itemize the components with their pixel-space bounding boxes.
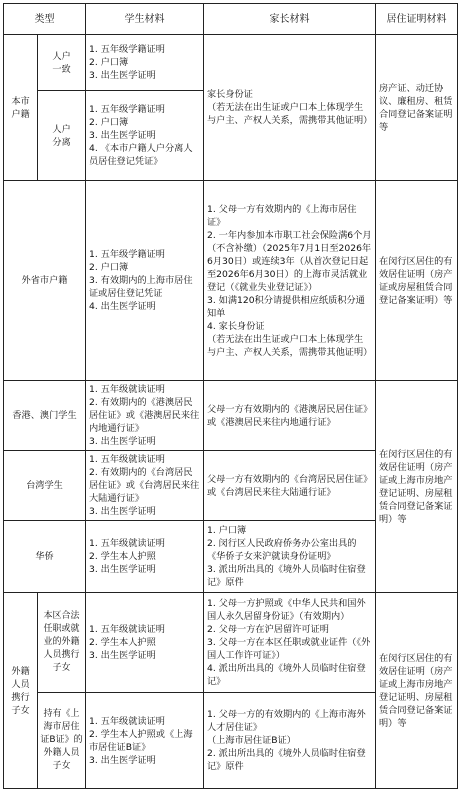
row-foreign-employed: [4, 593, 458, 693]
category-hk-macao: 香港、澳门学生: [4, 381, 86, 451]
header-type: 类型: [4, 4, 86, 35]
parent-foreign-b-permit: 1. 父母一方的有效期内的《上海市海外人才居住证》 （上海市居住证B证） 2. 派出所出具的《境外人员临时住宿登记》原件: [204, 693, 376, 789]
student-hk-macao: 1. 五年级就读证明 2. 有效期内的《港澳居民居住证》或《港澳居民来往内地通行证》 3. 出生医学证明: [86, 381, 204, 451]
subcategory-foreign-b-permit: 持有《上海市居住证B证》的外籍人员子女: [38, 693, 86, 789]
student-foreign-employed: 1. 五年级就读证明 2. 学生本人护照 3. 出生医学证明: [86, 593, 204, 693]
header-parent: 家长材料: [204, 4, 376, 35]
row-local-same: [4, 35, 458, 91]
subcategory-same: 人户 一致: [38, 35, 86, 91]
materials-table: [3, 3, 458, 789]
category-taiwan: 台湾学生: [4, 451, 86, 521]
parent-provincial: 1. 父母一方有效期内的《上海市居住证》 2. 一年内参加本市职工社会保险满6个月（不含补缴）（2025年7月1日至2026年6月30日）或连续3年（从首次登记日起至2026年6月30日）的上海市灵活就业登记（《就业失业登记证》） 3. 如满120积分请提供相应纸质积分通知单 4. 家长身份证 （若无法在出生证或户口本上体现学生与户主、产权人关系，需携带其他证明）: [204, 181, 376, 381]
student-local-same: 1. 五年级学籍证明 2. 户口簿 3. 出生医学证明: [86, 35, 204, 91]
residence-provincial: 在闵行区居住的有效居住证明（房产证或房屋租赁合同登记备案证明）等: [376, 181, 458, 381]
student-foreign-b-permit: 1. 五年级就读证明 2. 学生本人护照或《上海市居住证B证》 3. 出生医学证明: [86, 693, 204, 789]
parent-local: 家长身份证 （若无法在出生证或户口本上体现学生与户主、产权人关系，需携带其他证明）: [204, 35, 376, 181]
category-overseas-chinese: 华侨: [4, 521, 86, 593]
parent-taiwan: 父母一方有效期内的《台湾居民居住证》或《台湾居民来往大陆通行证》: [204, 451, 376, 521]
header-student: 学生材料: [86, 4, 204, 35]
category-local: 本市 户籍: [4, 35, 38, 181]
student-provincial: 1. 五年级学籍证明 2. 户口簿 3. 有效期内的上海市居住证或居住登记凭证 4. 出生医学证明: [86, 181, 204, 381]
row-provincial: [4, 181, 458, 381]
row-hk-macao: [4, 381, 458, 451]
student-local-separate: 1. 五年级学籍证明 2. 户口簿 3. 出生医学证明 4. 《本市户籍人户分离人员居住登记凭证》: [86, 91, 204, 181]
header-residence: 居住证明材料: [376, 4, 458, 35]
category-foreign: 外籍人员 携行子女: [4, 593, 38, 789]
category-provincial: 外省市户籍: [4, 181, 86, 381]
student-taiwan: 1. 五年级就读证明 2. 有效期内的《台湾居民居住证》或《台湾居民来往大陆通行证》 3. 出生医学证明: [86, 451, 204, 521]
residence-mid: 在闵行区居住的有效居住证明（房产证或上海市房地产登记证明、房屋租赁合同登记备案证明）等: [376, 381, 458, 593]
residence-foreign: 在闵行区居住的有效居住证明（房产证或上海市房地产登记证明、房屋租赁合同登记备案证明）等: [376, 593, 458, 789]
subcategory-separate: 人户 分离: [38, 91, 86, 181]
residence-local: 房产证、动迁协议、廉租房、租赁合同登记备案证明等: [376, 35, 458, 181]
student-overseas-chinese: 1. 五年级就读证明 2. 学生本人护照 3. 出生医学证明: [86, 521, 204, 593]
subcategory-foreign-employed: 本区合法任职或就业的外籍人员携行子女: [38, 593, 86, 693]
parent-hk-macao: 父母一方有效期内的《港澳居民居住证》或《港澳居民来往内地通行证》: [204, 381, 376, 451]
parent-overseas-chinese: 1. 户口簿 2. 闵行区人民政府侨务办公室出具的《华侨子女来沪就读身份证明》 3. 派出所出具的《境外人员临时住宿登记》原件: [204, 521, 376, 593]
header-row: [4, 4, 458, 35]
parent-foreign-employed: 1. 父母一方护照或《中华人民共和国外国人永久居留身份证》（有效期内） 2. 父母一方在沪居留许可证明 3. 父母一方在本区任职或就业证件（《外国人工作许可证》） 4. 派出所出具的《境外人员临时住宿登记》: [204, 593, 376, 693]
